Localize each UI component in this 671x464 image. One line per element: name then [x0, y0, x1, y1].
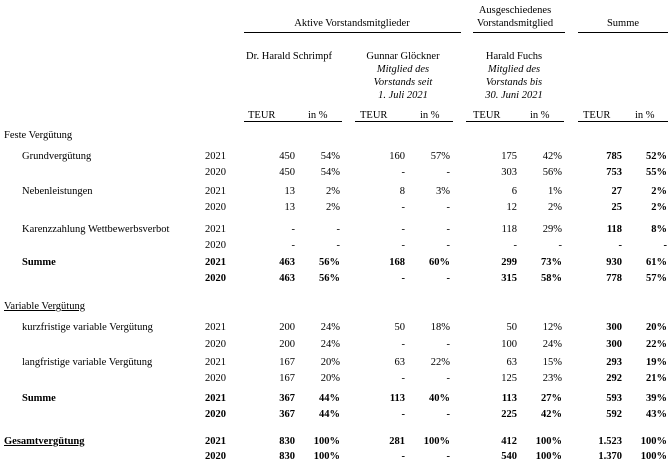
value-teur-cell: - — [401, 339, 405, 350]
value-pct-cell: 39% — [646, 393, 667, 404]
value-teur-cell: 315 — [501, 273, 517, 284]
value-teur-cell: 450 — [279, 167, 295, 178]
person-note-line: Vorstands seit — [373, 77, 433, 88]
value-teur-cell: - — [401, 240, 405, 251]
value-pct-cell: 52% — [646, 151, 667, 162]
value-pct-cell: 40% — [429, 393, 450, 404]
unit-teur-2: TEUR — [360, 110, 388, 121]
value-pct-cell: 2% — [651, 186, 667, 197]
value-pct-cell: - — [446, 409, 450, 420]
value-teur-cell: 930 — [606, 257, 622, 268]
value-teur-cell: 753 — [606, 167, 622, 178]
row-label: Grundvergütung — [22, 151, 92, 162]
value-pct-cell: 19% — [646, 357, 667, 368]
value-pct-cell: 54% — [320, 151, 340, 162]
unit-teur-1: TEUR — [248, 110, 276, 121]
value-pct-cell: - — [446, 167, 450, 178]
value-pct-cell: - — [446, 224, 450, 235]
value-pct-cell: 58% — [541, 273, 562, 284]
rule-total-top — [578, 32, 668, 33]
value-pct-cell: - — [446, 273, 450, 284]
value-teur-cell: - — [513, 240, 517, 251]
value-pct-cell: - — [446, 451, 450, 462]
value-teur-cell: - — [401, 202, 405, 213]
value-pct-cell: 24% — [320, 339, 340, 350]
value-pct-cell: 60% — [429, 257, 450, 268]
unit-teur-3: TEUR — [473, 110, 501, 121]
person-name: Harald Fuchs — [485, 51, 543, 62]
row-year: 2020 — [205, 240, 226, 251]
value-teur-cell: 778 — [606, 273, 622, 284]
value-pct-cell: 57% — [646, 273, 667, 284]
value-teur-cell: 299 — [501, 257, 517, 268]
value-pct-cell: 61% — [646, 257, 667, 268]
value-pct-cell: 100% — [640, 451, 667, 462]
value-teur-cell: 13 — [284, 202, 295, 213]
row-year: 2020 — [205, 273, 226, 284]
value-teur-cell: 450 — [279, 151, 295, 162]
value-pct-cell: 44% — [319, 409, 340, 420]
value-teur-cell: 13 — [284, 186, 295, 197]
value-teur-cell: 367 — [279, 409, 295, 420]
value-teur-cell: 118 — [501, 224, 517, 235]
value-pct-cell: 2% — [326, 186, 340, 197]
value-pct-cell: 15% — [542, 357, 562, 368]
value-pct-cell: - — [446, 373, 450, 384]
row-label: kurzfristige variable Vergütung — [22, 322, 153, 333]
value-pct-cell: 54% — [320, 167, 340, 178]
value-pct-cell: 43% — [646, 409, 667, 420]
row-label: Summe — [22, 393, 56, 404]
value-teur-cell: 293 — [606, 357, 622, 368]
row-year: 2021 — [205, 436, 226, 447]
person-note-line: Mitglied des — [376, 64, 430, 75]
value-teur-cell: 225 — [501, 409, 517, 420]
value-teur-cell: - — [401, 273, 405, 284]
row-label: Karenzzahlung Wettbewerbsverbot — [22, 224, 170, 235]
value-pct-cell: 100% — [313, 436, 340, 447]
value-pct-cell: 22% — [430, 357, 450, 368]
value-teur-cell: 167 — [279, 373, 295, 384]
value-teur-cell: 50 — [506, 322, 517, 333]
value-teur-cell: - — [401, 224, 405, 235]
value-pct-cell: 29% — [542, 224, 562, 235]
value-pct-cell: 20% — [646, 322, 667, 333]
value-teur-cell: - — [401, 167, 405, 178]
value-pct-cell: 20% — [320, 357, 340, 368]
rule-unit-4 — [578, 121, 668, 122]
value-teur-cell: 168 — [389, 257, 405, 268]
value-teur-cell: 540 — [501, 451, 517, 462]
value-pct-cell: - — [558, 240, 562, 251]
section-title-fixed: Feste Vergütung — [4, 130, 73, 141]
group-header-total: Summe — [606, 18, 640, 29]
value-teur-cell: 63 — [506, 357, 517, 368]
value-teur-cell: 200 — [279, 322, 295, 333]
value-pct-cell: 42% — [541, 409, 562, 420]
value-teur-cell: - — [618, 240, 622, 251]
value-teur-cell: 830 — [279, 436, 295, 447]
value-teur-cell: 100 — [501, 339, 517, 350]
value-teur-cell: 303 — [501, 167, 517, 178]
row-year: 2021 — [205, 322, 226, 333]
row-year: 2021 — [205, 186, 226, 197]
unit-pct-3: in % — [530, 110, 550, 121]
value-pct-cell: 44% — [319, 393, 340, 404]
value-teur-cell: 592 — [606, 409, 622, 420]
value-pct-cell: - — [336, 240, 340, 251]
unit-pct-1: in % — [308, 110, 328, 121]
person-header-fuchs — [463, 50, 565, 102]
value-teur-cell: 200 — [279, 339, 295, 350]
value-teur-cell: - — [401, 451, 405, 462]
value-teur-cell: 63 — [394, 357, 405, 368]
value-pct-cell: 73% — [541, 257, 562, 268]
value-teur-cell: 27 — [611, 186, 622, 197]
row-year: 2020 — [205, 167, 226, 178]
row-year: 2021 — [205, 151, 226, 162]
group-header-active: Aktive Vorstandsmitglieder — [294, 18, 410, 29]
section-title-variable: Variable Vergütung — [4, 301, 85, 312]
value-teur-cell: 1.370 — [598, 451, 622, 462]
value-teur-cell: 8 — [399, 186, 405, 197]
value-teur-cell: 367 — [279, 393, 295, 404]
value-pct-cell: 21% — [646, 373, 667, 384]
value-teur-cell: 160 — [389, 151, 405, 162]
value-teur-cell: 125 — [501, 373, 517, 384]
person-header-gloeckner — [352, 50, 454, 102]
unit-teur-4: TEUR — [583, 110, 611, 121]
person-note-line: Vorstands bis — [485, 77, 543, 88]
value-pct-cell: 20% — [320, 373, 340, 384]
value-pct-cell: 24% — [542, 339, 562, 350]
value-pct-cell: 1% — [548, 186, 562, 197]
row-year: 2020 — [205, 409, 226, 420]
value-teur-cell: 463 — [279, 257, 295, 268]
value-pct-cell: 24% — [320, 322, 340, 333]
value-pct-cell: 23% — [542, 373, 562, 384]
value-teur-cell: 412 — [501, 436, 517, 447]
rule-unit-3 — [466, 121, 564, 122]
value-pct-cell: - — [446, 339, 450, 350]
value-teur-cell: 281 — [389, 436, 405, 447]
value-teur-cell: 175 — [501, 151, 517, 162]
value-teur-cell: 6 — [511, 186, 517, 197]
value-pct-cell: 57% — [430, 151, 450, 162]
rule-unit-1 — [244, 121, 342, 122]
person-note-line: Mitglied des — [487, 64, 541, 75]
value-pct-cell: 3% — [436, 186, 450, 197]
value-pct-cell: 100% — [313, 451, 340, 462]
row-year: 2020 — [205, 202, 226, 213]
group-header-former-line2: Vorstandsmitglied — [476, 18, 554, 29]
value-teur-cell: 50 — [394, 322, 405, 333]
value-teur-cell: - — [291, 224, 295, 235]
value-pct-cell: 22% — [646, 339, 667, 350]
value-teur-cell: - — [401, 373, 405, 384]
row-year: 2021 — [205, 357, 226, 368]
value-pct-cell: - — [446, 240, 450, 251]
group-header-former-line1: Ausgeschiedenes — [478, 5, 552, 16]
value-pct-cell: 56% — [319, 257, 340, 268]
row-year: 2021 — [205, 393, 226, 404]
value-pct-cell: 2% — [651, 202, 667, 213]
unit-pct-4: in % — [635, 110, 655, 121]
value-pct-cell: 2% — [326, 202, 340, 213]
value-teur-cell: - — [401, 409, 405, 420]
value-pct-cell: - — [336, 224, 340, 235]
row-year: 2021 — [205, 224, 226, 235]
value-teur-cell: 593 — [606, 393, 622, 404]
value-teur-cell: 300 — [606, 322, 622, 333]
value-pct-cell: 27% — [541, 393, 562, 404]
person-header-schrimpf — [238, 50, 340, 63]
value-pct-cell: 42% — [542, 151, 562, 162]
value-teur-cell: 113 — [389, 393, 405, 404]
rule-former-top — [473, 32, 565, 33]
person-note-line: 30. Juni 2021 — [485, 90, 543, 101]
value-teur-cell: 167 — [279, 357, 295, 368]
rule-unit-2 — [355, 121, 453, 122]
value-pct-cell: 56% — [542, 167, 562, 178]
person-name: Gunnar Glöckner — [366, 51, 440, 62]
person-name: Dr. Harald Schrimpf — [245, 51, 333, 62]
row-year: 2021 — [205, 257, 226, 268]
row-label: Nebenleistungen — [22, 186, 93, 197]
row-label: Summe — [22, 257, 56, 268]
value-pct-cell: 8% — [651, 224, 667, 235]
value-teur-cell: 1.523 — [598, 436, 622, 447]
value-teur-cell: 292 — [606, 373, 622, 384]
value-pct-cell: 100% — [535, 436, 562, 447]
row-year: 2020 — [205, 451, 226, 462]
section-title-total: Gesamtvergütung — [4, 436, 85, 447]
value-pct-cell: 55% — [646, 167, 667, 178]
value-pct-cell: 2% — [548, 202, 562, 213]
rule-active-top — [244, 32, 461, 33]
row-year: 2020 — [205, 373, 226, 384]
group-header-former — [462, 4, 568, 30]
value-pct-cell: 18% — [430, 322, 450, 333]
value-teur-cell: 300 — [606, 339, 622, 350]
row-year: 2020 — [205, 339, 226, 350]
value-pct-cell: - — [663, 240, 667, 251]
value-pct-cell: 100% — [423, 436, 450, 447]
unit-pct-2: in % — [420, 110, 440, 121]
row-label: langfristige variable Vergütung — [22, 357, 153, 368]
value-pct-cell: 100% — [535, 451, 562, 462]
value-pct-cell: - — [446, 202, 450, 213]
value-teur-cell: 785 — [606, 151, 622, 162]
value-teur-cell: 830 — [279, 451, 295, 462]
value-pct-cell: 56% — [319, 273, 340, 284]
value-pct-cell: 100% — [640, 436, 667, 447]
value-pct-cell: 12% — [542, 322, 562, 333]
value-teur-cell: - — [291, 240, 295, 251]
value-teur-cell: 463 — [279, 273, 295, 284]
value-teur-cell: 113 — [501, 393, 517, 404]
value-teur-cell: 12 — [506, 202, 517, 213]
value-teur-cell: 118 — [606, 224, 622, 235]
value-teur-cell: 25 — [611, 202, 622, 213]
person-note-line: 1. Juli 2021 — [378, 90, 428, 101]
